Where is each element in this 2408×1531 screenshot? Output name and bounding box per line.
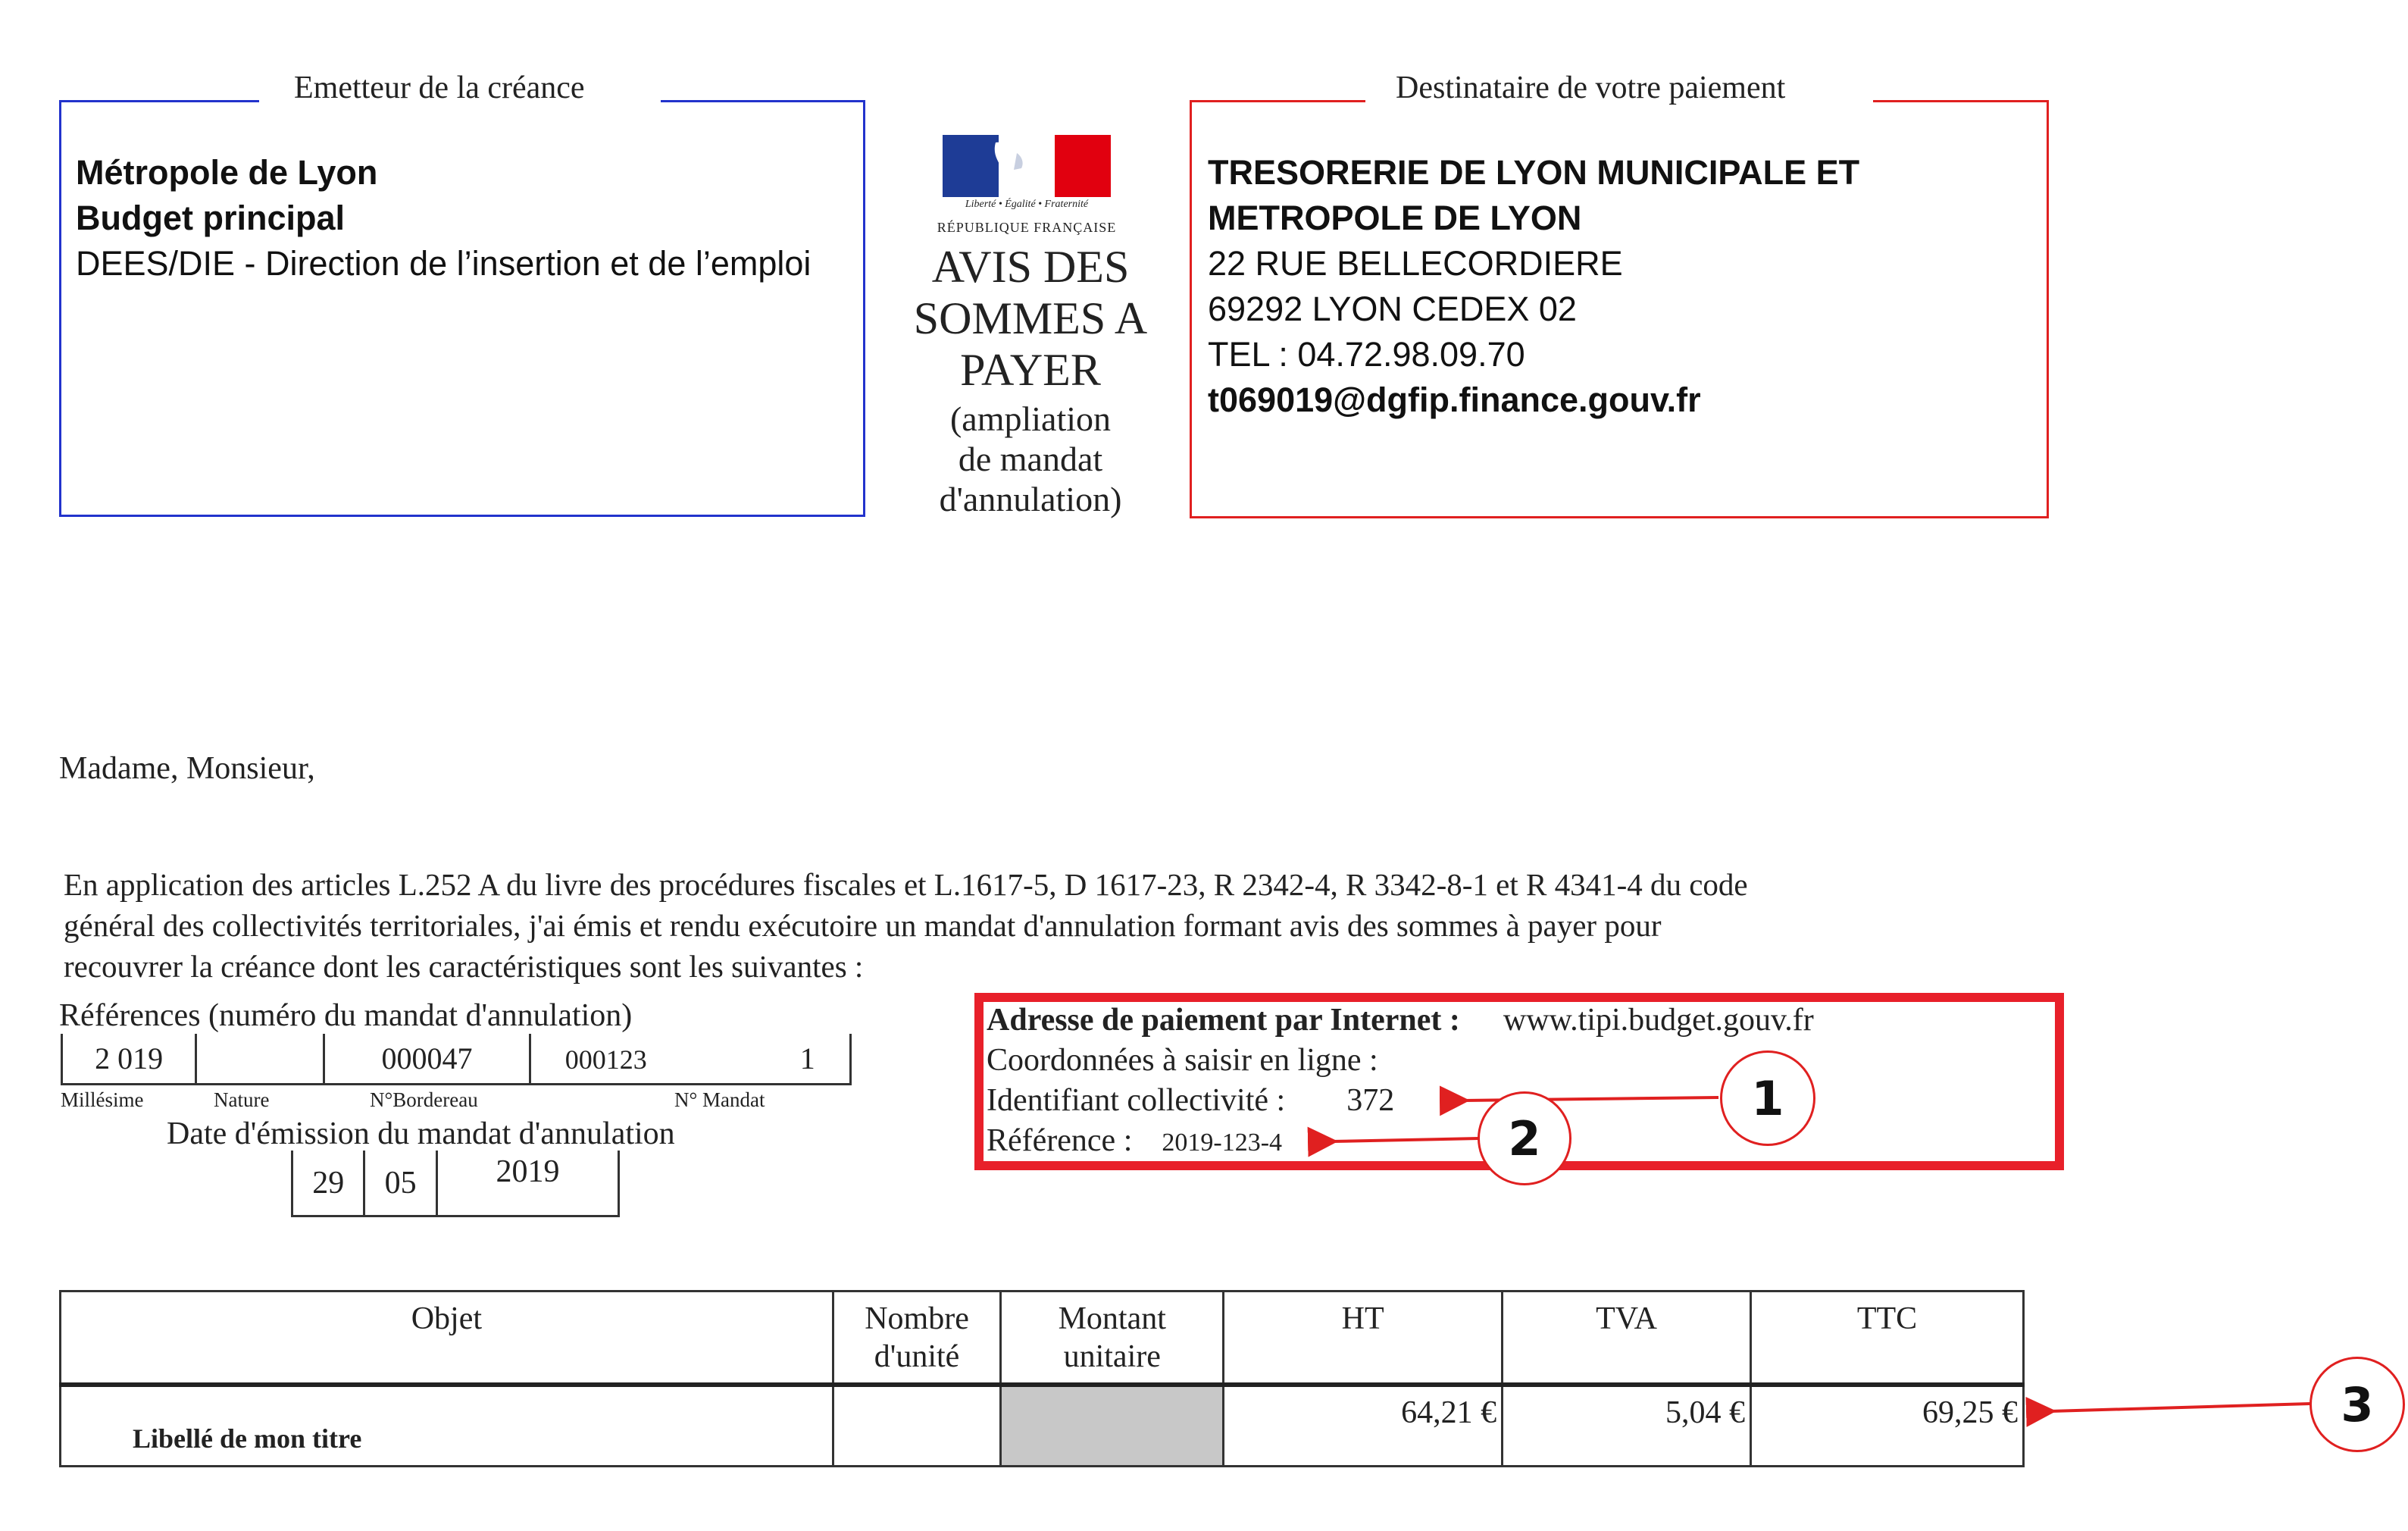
emitter-title: Emetteur de la créance xyxy=(294,70,585,105)
payment-url[interactable]: www.tipi.budget.gouv.fr xyxy=(1503,1003,1814,1038)
header-nombre-line: d'unité xyxy=(874,1339,960,1374)
caption-bordereau: N°Bordereau xyxy=(370,1088,478,1111)
emitter-budget: Budget principal xyxy=(76,199,346,237)
header-ttc: TTC xyxy=(1750,1291,2023,1385)
row-libelle: Libellé de mon titre xyxy=(61,1385,833,1467)
recipient-name: METROPOLE DE LYON xyxy=(1208,199,1582,237)
payment-ref-label: Référence : xyxy=(987,1123,1133,1158)
arrow-2 xyxy=(1332,1138,1479,1141)
document-subtitle-line: d'annulation) xyxy=(939,480,1122,518)
caption-nature: Nature xyxy=(214,1088,270,1111)
recipient-city: 69292 LYON CEDEX 02 xyxy=(1208,290,1577,328)
ref-mandat-code: 000123 xyxy=(564,1044,647,1075)
recipient-email[interactable]: t069019@dgfip.finance.gouv.fr xyxy=(1208,380,1701,419)
row-ttc: 69,25 € xyxy=(1750,1385,2023,1467)
document-subtitle-line: (ampliation xyxy=(949,399,1112,438)
payment-address-label: Adresse de paiement par Internet : xyxy=(987,1003,1460,1038)
row-ht: 64,21 € xyxy=(1224,1385,1503,1467)
document-subtitle-line: de mandat xyxy=(958,440,1103,478)
payment-id-label: Identifiant collectivité : xyxy=(987,1083,1286,1118)
ref-millesime: 2 019 xyxy=(62,1034,196,1085)
references-label: Références (numéro du mandat d'annulation) xyxy=(59,998,633,1033)
ref-mandat-num: 1 xyxy=(799,1041,815,1075)
emitter-department: DEES/DIE - Direction de l’insertion et de l’emploi xyxy=(76,244,812,283)
payment-ref-value: 2019-123-4 xyxy=(1162,1129,1283,1157)
document-title-line: AVIS DES xyxy=(931,242,1130,292)
emission-date-label: Date d'émission du mandat d'annulation xyxy=(167,1116,675,1151)
header-montant-line: Montant xyxy=(1058,1301,1166,1336)
emission-year: 2019 xyxy=(436,1151,618,1216)
recipient-name: TRESORERIE DE LYON MUNICIPALE ET xyxy=(1208,153,1860,192)
row-tva: 5,04 € xyxy=(1503,1385,1751,1467)
logo-motto: Liberté • Égalité • Fraternité xyxy=(965,199,1089,210)
arrow-3 xyxy=(2050,1404,2311,1411)
logo-republique: RÉPUBLIQUE FRANÇAISE xyxy=(937,220,1117,235)
caption-mandat: N° Mandat xyxy=(674,1088,765,1111)
payment-id-value: 372 xyxy=(1346,1083,1395,1118)
header-objet: Objet xyxy=(61,1291,833,1385)
header-ht: HT xyxy=(1224,1291,1503,1385)
recipient-title: Destinataire de votre paiement xyxy=(1396,70,1786,105)
salutation: Madame, Monsieur, xyxy=(59,751,315,786)
callout-2: 2 xyxy=(1478,1091,1571,1185)
callout-3: 3 xyxy=(2309,1357,2405,1452)
ref-bordereau: 000047 xyxy=(324,1034,530,1085)
emission-month: 05 xyxy=(364,1151,436,1216)
caption-millesime: Millésime xyxy=(61,1088,144,1111)
callout-1: 1 xyxy=(1720,1050,1815,1146)
document-title-line: PAYER xyxy=(960,345,1101,395)
intro-line: recouvrer la créance dont les caractéristiques sont les suivantes : xyxy=(64,949,864,984)
recipient-phone: TEL : 04.72.98.09.70 xyxy=(1208,335,1525,374)
header-montant-line: unitaire xyxy=(1063,1339,1161,1374)
intro-line: En application des articles L.252 A du livre des procédures fiscales et L.1617-5, D 1617-23, R 2342-4, R 3342-8-1 et R 4341-4 du code xyxy=(64,867,1748,902)
intro-line: général des collectivités territoriales, j'ai émis et rendu exécutoire un mandat d'annulation formant avis des sommes à payer pour xyxy=(64,908,1662,943)
emitter-name: Métropole de Lyon xyxy=(76,153,378,192)
payment-coords-label: Coordonnées à saisir en ligne : xyxy=(987,1043,1378,1078)
header-nombre-line: Nombre xyxy=(865,1301,969,1336)
document-title-line: SOMMES A xyxy=(913,293,1148,343)
recipient-street: 22 RUE BELLECORDIERE xyxy=(1208,244,1623,283)
emission-day: 29 xyxy=(292,1151,364,1216)
header-tva: TVA xyxy=(1503,1291,1751,1385)
